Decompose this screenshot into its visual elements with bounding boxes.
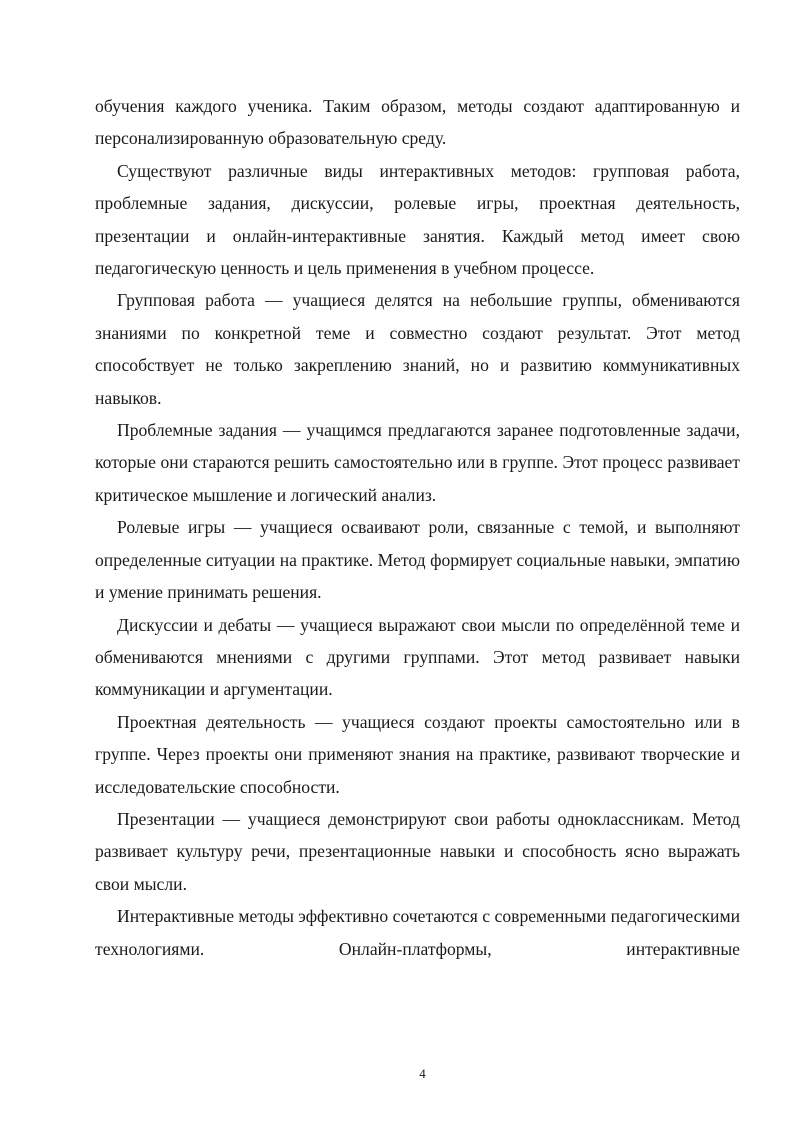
- body-text: [95, 90, 740, 965]
- paragraph: обучения каждого ученика. Таким образом, методы создают адаптированную и персонализированную образовательную среду.: [95, 96, 740, 149]
- page-number: 4: [419, 1066, 426, 1081]
- paragraph: Презентации — учащиеся демонстрируют свои работы одноклассникам. Метод развивает культуру речи, презентационные навыки и способность ясно выражать свои мысли.: [95, 808, 740, 894]
- paragraph: Интерактивные методы эффективно сочетаются с современными педагогическими технологиями. Онлайн-платформы, интерактивные: [95, 906, 740, 959]
- paragraph: Ролевые игры — учащиеся осваивают роли, связанные с темой, и выполняют определенные ситуации на практике. Метод формирует социальные навыки, эмпатию и умение принимать решения.: [95, 517, 740, 603]
- paragraph: Существуют различные виды интерактивных методов: групповая работа, проблемные задания, дискуссии, ролевые игры, проектная деятельность, презентации и онлайн-интерактивные занятия. Каждый метод имеет свою педагогическую ценность и цель применения в учебном процессе.: [95, 160, 740, 279]
- paragraph: Дискуссии и дебаты — учащиеся выражают свои мысли по определённой теме и обмениваются мнениями с другими группами. Этот метод развивает навыки коммуникации и аргументации.: [95, 614, 740, 700]
- paragraph: Проектная деятельность — учащиеся создают проекты самостоятельно или в группе. Через проекты они применяют знания на практике, развивают творческие и исследовательские способности.: [95, 711, 740, 797]
- paragraph: Групповая работа — учащиеся делятся на небольшие группы, обмениваются знаниями по конкретной теме и совместно создают результат. Этот метод способствует не только закреплению знаний, но и развитию коммуникативных навыков.: [95, 290, 740, 408]
- paragraph: Проблемные задания — учащимся предлагаются заранее подготовленные задачи, которые они стараются решить самостоятельно или в группе. Этот процесс развивает критическое мышление и логический анализ.: [95, 420, 740, 505]
